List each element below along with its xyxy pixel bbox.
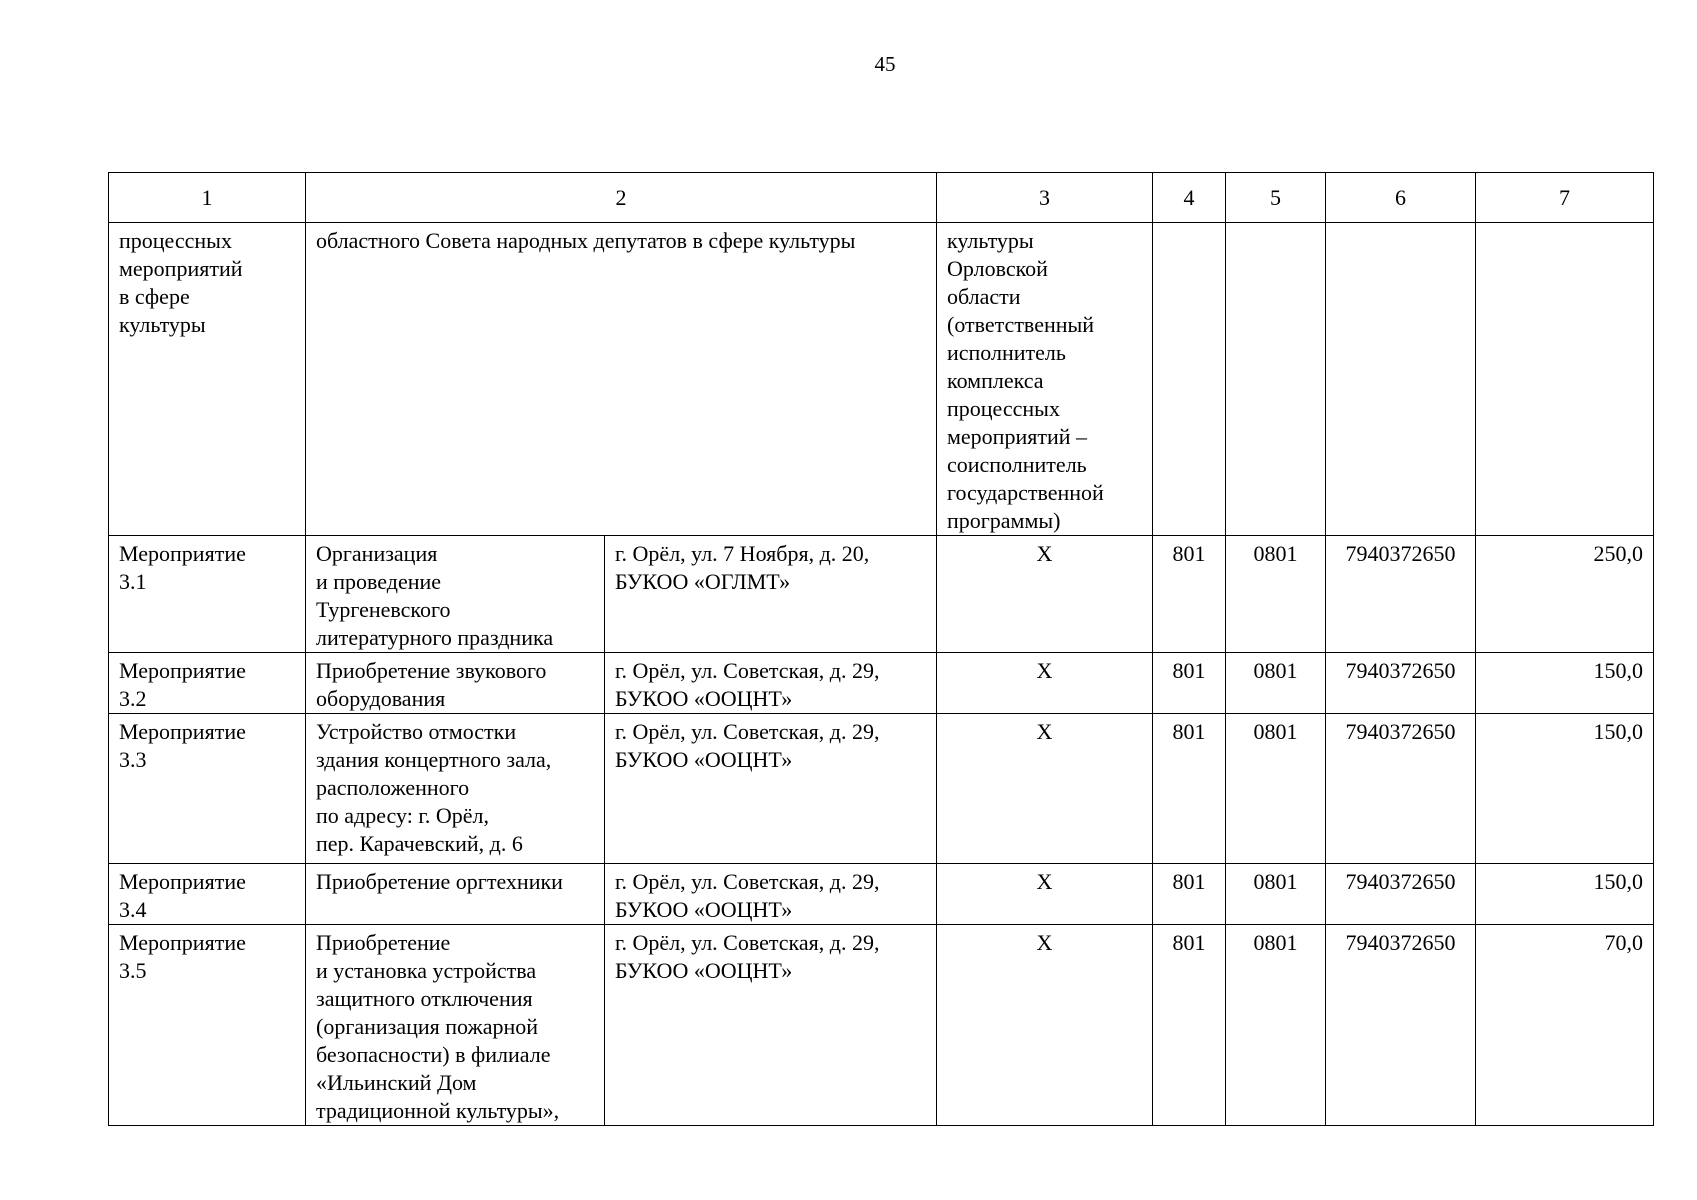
table-header-row	[109, 173, 1654, 223]
cell-line: Устройство отмостки	[316, 719, 517, 744]
table-row	[109, 714, 1654, 864]
cell-col2	[306, 223, 937, 536]
cell-line: программы)	[947, 508, 1061, 533]
cell-line: Приобретение	[316, 930, 451, 955]
column-header: 2	[306, 173, 937, 223]
cell-line: г. Орёл, ул. Советская, д. 29,	[615, 930, 880, 955]
cell-line: Приобретение оргтехники	[316, 869, 563, 894]
cell-line: расположенного	[316, 775, 470, 800]
cell-line: г. Орёл, ул. Советская, д. 29,	[615, 869, 880, 894]
cell-line: Тургеневского	[316, 597, 451, 622]
table-row	[109, 536, 1654, 653]
column-header: 5	[1226, 173, 1326, 223]
cell-line: традиционной культуры»,	[316, 1098, 560, 1123]
cell-line: и установка устройства	[316, 958, 537, 983]
activity-name	[109, 864, 306, 925]
cell-col4: 801	[1153, 925, 1226, 1126]
activity-name	[109, 714, 306, 864]
cell-line: «Ильинский Дом	[316, 1070, 477, 1095]
cell-col3: Х	[937, 714, 1153, 864]
cell-line: оборудования	[316, 686, 446, 711]
cell-line: культуры	[947, 228, 1034, 253]
cell-line: мероприятий –	[947, 424, 1088, 449]
cell-line: 3.2	[119, 686, 147, 711]
cell-line: 3.1	[119, 569, 147, 594]
activity-name	[109, 653, 306, 714]
cell-col7: 150,0	[1476, 864, 1654, 925]
cell-line: исполнитель	[947, 340, 1066, 365]
cell-col4	[1153, 223, 1226, 536]
cell-line: культуры	[119, 312, 206, 337]
cell-col7: 250,0	[1476, 536, 1654, 653]
cell-col5	[1226, 223, 1326, 536]
cell-line: Мероприятие	[119, 719, 246, 744]
cell-col6: 7940372650	[1326, 536, 1476, 653]
column-header: 4	[1153, 173, 1226, 223]
cell-line: областного Совета народных депутатов в сфере культуры	[316, 228, 856, 253]
cell-line: защитного отключения	[316, 986, 533, 1011]
cell-line: г. Орёл, ул. Советская, д. 29,	[615, 719, 880, 744]
cell-line: БУКОО «ООЦНТ»	[615, 958, 793, 983]
cell-col6: 7940372650	[1326, 714, 1476, 864]
cell-col7: 70,0	[1476, 925, 1654, 1126]
column-header: 1	[109, 173, 306, 223]
cell-line: Орловской	[947, 256, 1048, 281]
cell-col7: 150,0	[1476, 714, 1654, 864]
cell-col5: 0801	[1226, 864, 1326, 925]
cell-col3: Х	[937, 536, 1153, 653]
activity-address	[605, 536, 937, 653]
cell-col4: 801	[1153, 653, 1226, 714]
column-header: 3	[937, 173, 1153, 223]
cell-col3	[937, 223, 1153, 536]
cell-line: Приобретение звукового	[316, 658, 547, 683]
cell-col4: 801	[1153, 714, 1226, 864]
cell-line: литературного праздника	[316, 625, 554, 650]
cell-col6: 7940372650	[1326, 925, 1476, 1126]
cell-col3: Х	[937, 653, 1153, 714]
cell-line: процессных	[119, 228, 232, 253]
activity-name	[109, 925, 306, 1126]
activity-description	[306, 925, 605, 1126]
cell-line: Мероприятие	[119, 930, 246, 955]
cell-line: пер. Карачевский, д. 6	[316, 831, 523, 856]
cell-col5: 0801	[1226, 925, 1326, 1126]
cell-line: (организация пожарной	[316, 1014, 539, 1039]
column-header: 6	[1326, 173, 1476, 223]
cell-line: 3.4	[119, 897, 147, 922]
budget-table	[108, 172, 1654, 1126]
activity-address	[605, 653, 937, 714]
activity-description	[306, 714, 605, 864]
table-row	[109, 864, 1654, 925]
cell-line: области	[947, 284, 1021, 309]
page-number: 45	[874, 52, 896, 76]
cell-col6	[1326, 223, 1476, 536]
cell-col4: 801	[1153, 536, 1226, 653]
cell-line: БУКОО «ООЦНТ»	[615, 686, 793, 711]
cell-line: государственной	[947, 480, 1104, 505]
continuation-row	[109, 223, 1654, 536]
cell-line: и проведение	[316, 569, 442, 594]
cell-col5: 0801	[1226, 536, 1326, 653]
cell-line: г. Орёл, ул. Советская, д. 29,	[615, 658, 880, 683]
cell-col3: Х	[937, 864, 1153, 925]
cell-line: соисполнитель	[947, 452, 1087, 477]
activity-name	[109, 536, 306, 653]
activity-description	[306, 653, 605, 714]
cell-col7	[1476, 223, 1654, 536]
cell-col7: 150,0	[1476, 653, 1654, 714]
column-header: 7	[1476, 173, 1654, 223]
cell-line: мероприятий	[119, 256, 243, 281]
cell-col5: 0801	[1226, 653, 1326, 714]
cell-line: в сфере	[119, 284, 190, 309]
cell-col3: Х	[937, 925, 1153, 1126]
cell-line: Мероприятие	[119, 541, 246, 566]
cell-line: 3.5	[119, 958, 147, 983]
table-row	[109, 653, 1654, 714]
cell-col5: 0801	[1226, 714, 1326, 864]
cell-line: безопасности) в филиале	[316, 1042, 551, 1067]
cell-line: 3.3	[119, 747, 147, 772]
cell-col1	[109, 223, 306, 536]
cell-line: Организация	[316, 541, 438, 566]
activity-address	[605, 925, 937, 1126]
cell-line: БУКОО «ОГЛМТ»	[615, 569, 791, 594]
cell-col6: 7940372650	[1326, 864, 1476, 925]
cell-line: Мероприятие	[119, 658, 246, 683]
cell-line: БУКОО «ООЦНТ»	[615, 747, 793, 772]
cell-line: процессных	[947, 396, 1060, 421]
activity-description	[306, 864, 605, 925]
cell-line: (ответственный	[947, 312, 1095, 337]
activity-address	[605, 714, 937, 864]
cell-line: г. Орёл, ул. 7 Ноября, д. 20,	[615, 541, 870, 566]
activity-description	[306, 536, 605, 653]
cell-col4: 801	[1153, 864, 1226, 925]
cell-line: БУКОО «ООЦНТ»	[615, 897, 793, 922]
cell-line: здания концертного зала,	[316, 747, 552, 772]
cell-line: Мероприятие	[119, 869, 246, 894]
table-row	[109, 925, 1654, 1126]
cell-line: комплекса	[947, 368, 1044, 393]
activity-address	[605, 864, 937, 925]
cell-line: по адресу: г. Орёл,	[316, 803, 490, 828]
cell-col6: 7940372650	[1326, 653, 1476, 714]
